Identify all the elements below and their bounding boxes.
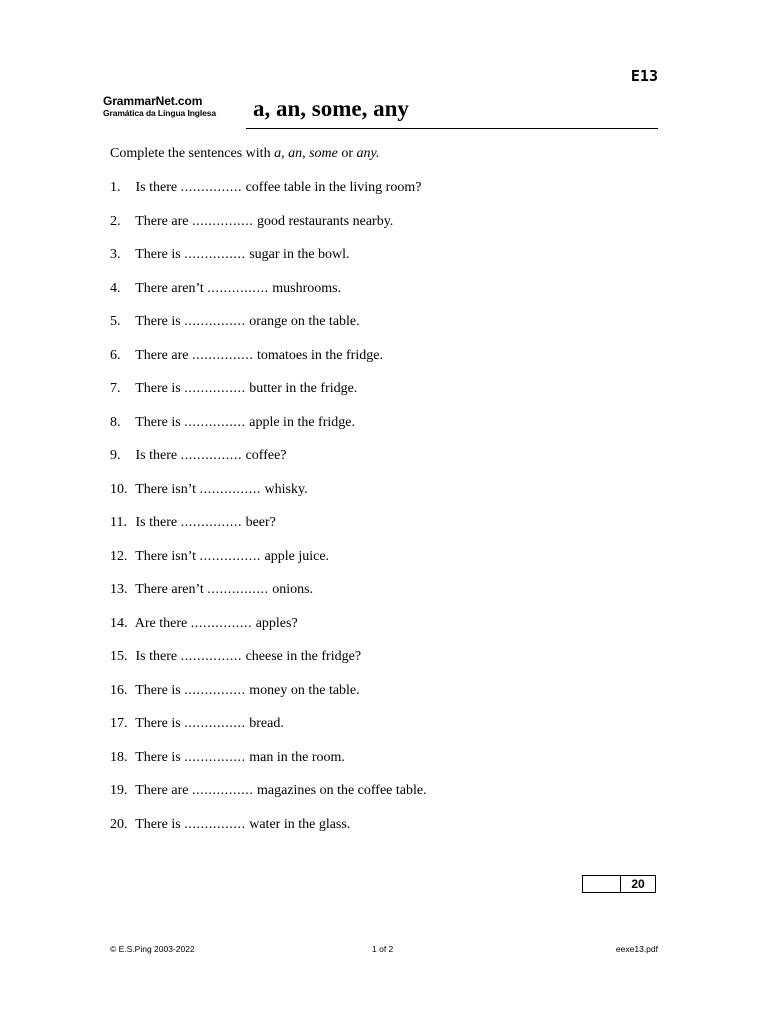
item-text-before: There is <box>135 682 181 698</box>
item-text-after: mushrooms. <box>272 280 342 296</box>
item-blank: ............... <box>191 783 254 798</box>
item-text-after: orange on the table. <box>249 314 360 329</box>
item-number: 15. <box>110 649 128 664</box>
item-number: 18. <box>110 749 128 765</box>
item-number: 3. <box>110 247 121 262</box>
item-number: 6. <box>110 347 121 363</box>
item-text-after: tomatoes in the fridge. <box>256 347 383 363</box>
item-text-after: beer? <box>245 515 276 530</box>
exercise-item <box>110 816 427 850</box>
item-text-after: whisky. <box>264 481 308 497</box>
exercise-item <box>110 313 427 347</box>
item-text-after: sugar in the bowl. <box>249 247 350 262</box>
instruction-prefix: Complete the sentences with <box>110 146 275 161</box>
exercise-item <box>110 280 427 314</box>
item-number: 12. <box>110 548 128 564</box>
exercise-item <box>110 581 427 615</box>
brand-subtitle: Gramática da Língua Inglesa <box>103 108 217 118</box>
item-text-before: There isn’t <box>135 481 197 497</box>
item-text-after: onions. <box>272 582 314 597</box>
item-blank: ............... <box>184 682 246 698</box>
item-number: 5. <box>110 314 121 329</box>
exercise-item <box>110 715 427 749</box>
item-text-before: There are <box>135 347 189 363</box>
exercise-item <box>110 246 427 280</box>
item-text-after: apples? <box>255 615 298 631</box>
item-number: 7. <box>110 381 121 396</box>
item-text-before: There is <box>135 381 181 396</box>
instruction-suffix: . <box>375 146 380 161</box>
item-text-after: good restaurants nearby. <box>256 213 394 229</box>
page-title: a, an, some, any <box>253 96 409 121</box>
exercise-list <box>110 179 427 849</box>
item-text-before: There is <box>135 716 181 731</box>
item-text-before: There aren’t <box>135 582 204 597</box>
item-text-before: There are <box>135 213 189 229</box>
item-text-before: Is there <box>135 515 178 530</box>
score-box <box>582 875 656 893</box>
item-blank: ............... <box>184 716 246 731</box>
item-number: 13. <box>110 582 128 597</box>
item-blank: ............... <box>191 213 254 229</box>
score-input-cell[interactable] <box>583 876 621 892</box>
item-number: 14. <box>110 615 128 631</box>
item-text-after: money on the table. <box>249 682 360 698</box>
item-text-after: cheese in the fridge? <box>245 649 362 664</box>
item-number: 4. <box>110 280 121 296</box>
item-blank: ............... <box>184 381 246 396</box>
exercise-item <box>110 414 427 448</box>
option-any: any <box>356 146 376 161</box>
exercise-item <box>110 514 427 548</box>
item-blank: ............... <box>199 548 262 564</box>
item-blank: ............... <box>184 414 246 430</box>
item-number: 11. <box>110 515 127 530</box>
instruction-text <box>110 145 379 162</box>
item-blank: ............... <box>199 481 262 497</box>
item-blank: ............... <box>180 515 243 530</box>
title-divider <box>246 128 658 129</box>
item-text-before: Is there <box>135 448 178 463</box>
item-text-before: Is there <box>135 180 178 195</box>
item-number: 20. <box>110 816 128 832</box>
option-sep-3: or <box>337 146 357 161</box>
item-number: 19. <box>110 783 128 798</box>
item-blank: ............... <box>191 347 254 363</box>
item-text-after: water in the glass. <box>249 816 351 832</box>
item-text-before: There is <box>135 314 181 329</box>
item-blank: ............... <box>207 280 269 296</box>
exercise-item <box>110 682 427 716</box>
exercise-item <box>110 615 427 649</box>
item-blank: ............... <box>180 180 243 195</box>
item-blank: ............... <box>184 816 246 832</box>
exercise-item <box>110 213 427 247</box>
exercise-item <box>110 648 427 682</box>
exercise-item <box>110 179 427 213</box>
footer-copyright: © E.S.Ping 2003-2022 <box>110 944 195 954</box>
item-text-before: There is <box>135 816 181 832</box>
exercise-item <box>110 782 427 816</box>
brand-block <box>103 94 216 119</box>
option-sep-2: , <box>302 146 310 161</box>
option-some: some <box>309 146 338 161</box>
item-number: 8. <box>110 414 121 430</box>
item-blank: ............... <box>184 314 246 329</box>
exercise-item <box>110 481 427 515</box>
item-text-after: apple juice. <box>264 548 330 564</box>
exercise-item <box>110 548 427 582</box>
item-text-after: apple in the fridge. <box>249 414 355 430</box>
item-text-before: Is there <box>135 649 178 664</box>
item-text-after: coffee? <box>245 448 287 463</box>
item-blank: ............... <box>184 749 246 765</box>
item-text-before: There is <box>135 749 181 765</box>
footer-filename: eexe13.pdf <box>615 944 658 954</box>
item-text-after: coffee table in the living room? <box>245 180 422 195</box>
item-number: 2. <box>110 213 121 229</box>
item-blank: ............... <box>190 615 253 631</box>
item-blank: ............... <box>180 649 243 664</box>
item-text-before: There are <box>135 783 189 798</box>
item-number: 10. <box>110 481 128 497</box>
exercise-item <box>110 447 427 481</box>
item-number: 1. <box>110 180 121 195</box>
item-text-before: There aren’t <box>135 280 204 296</box>
exercise-code: E13 <box>630 67 658 85</box>
brand-name: GrammarNet.com <box>103 94 203 108</box>
item-blank: ............... <box>184 247 246 262</box>
item-text-before: There isn’t <box>135 548 197 564</box>
item-blank: ............... <box>207 582 269 597</box>
exercise-item <box>110 749 427 783</box>
item-text-after: butter in the fridge. <box>249 381 358 396</box>
item-text-before: Are there <box>134 615 188 631</box>
exercise-item <box>110 380 427 414</box>
item-blank: ............... <box>180 448 243 463</box>
item-text-after: magazines on the coffee table. <box>256 783 427 798</box>
item-number: 9. <box>110 448 121 463</box>
option-an: an <box>288 146 303 161</box>
option-sep-1: , <box>281 146 289 161</box>
option-a: a <box>274 146 282 161</box>
footer-page-number: 1 of 2 <box>372 944 394 954</box>
item-number: 16. <box>110 682 128 698</box>
item-text-before: There is <box>135 414 181 430</box>
score-total: 20 <box>631 877 645 891</box>
item-text-after: bread. <box>249 716 284 731</box>
exercise-item <box>110 347 427 381</box>
item-text-before: There is <box>135 247 181 262</box>
item-number: 17. <box>110 716 128 731</box>
item-text-after: man in the room. <box>249 749 345 765</box>
